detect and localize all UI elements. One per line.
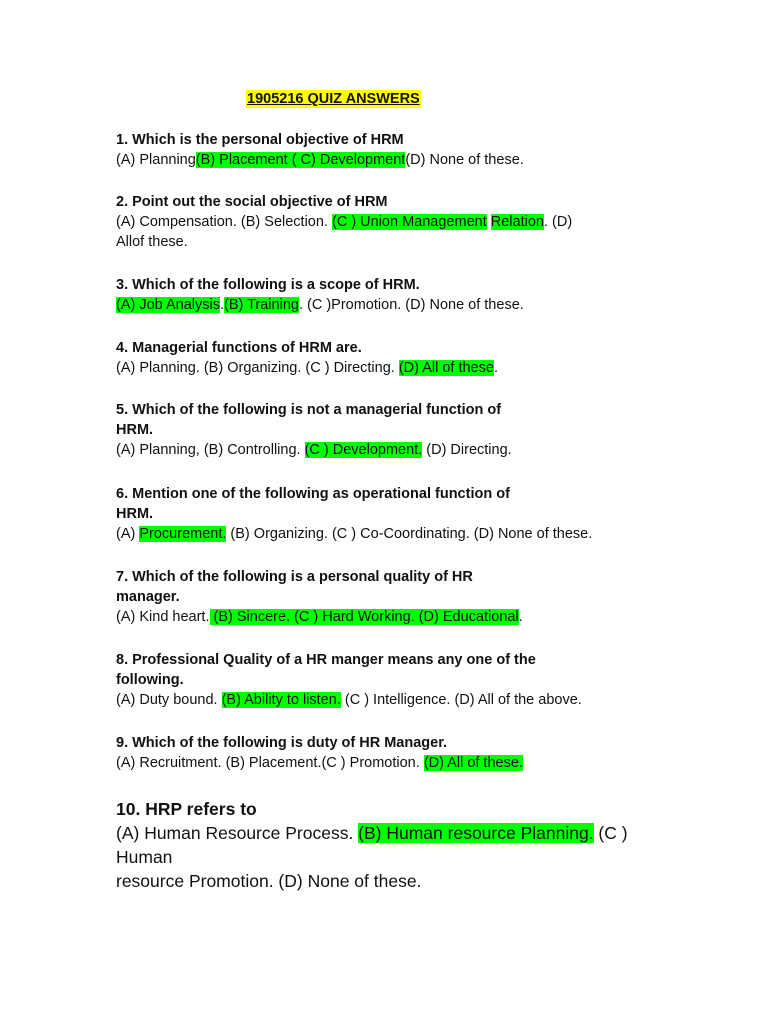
answer-segment: Allof these. [116,234,188,250]
answer-line [116,524,676,544]
answer-segment: (A) Human Resource Process. [116,823,359,843]
answer-text [116,753,676,773]
answer-segment: (A) Kind heart. [116,609,210,625]
answer-segment: . (D) [543,214,573,230]
highlighted-answer: (C ) Development. [304,442,423,458]
question-line: 8. Professional Quality of a HR manger means any one of the [116,652,536,668]
question-text [116,650,676,690]
answer-text [116,212,676,252]
highlighted-answer: (C ) Union Management [331,214,487,230]
answer-line [116,358,676,378]
answer-text [116,295,676,315]
answer-segment: (D) None of these. [405,152,524,168]
highlighted-answer: (B) Human resource Planning. [358,823,594,843]
answer-text [116,821,676,893]
answer-segment: . [493,360,498,376]
answer-segment: . [219,297,224,313]
question-text [116,797,676,821]
question-1 [116,130,676,170]
question-line: 5. Which of the following is not a managerial function of [116,402,502,418]
answer-text [116,524,676,544]
answer-line [116,295,676,315]
question-6 [116,484,676,544]
document-title: 1905216 QUIZ ANSWERS [247,91,420,107]
question-line: HRM. [116,422,154,438]
question-2 [116,192,676,252]
answer-line [116,869,676,893]
question-text [116,400,676,440]
answer-line [116,212,676,232]
answer-text [116,690,676,710]
question-text [116,130,676,150]
question-text [116,567,676,607]
question-7 [116,567,676,627]
answer-segment: (A) Planning. (B) Organizing. (C ) Directing. [116,360,399,376]
question-9 [116,733,676,773]
answer-line [116,607,676,627]
highlighted-answer: Relation [490,214,544,230]
highlighted-answer: (B) Ability to listen. [221,692,341,708]
answer-segment: (A) Duty bound. [116,692,222,708]
answer-segment: Human [116,847,173,867]
highlighted-answer: (B) Sincere. (C ) Hard Working. (D) Educational [209,609,519,625]
answer-segment: (A) Planning, (B) Controlling. [116,442,305,458]
highlighted-answer: (D) All of these. [423,755,523,771]
question-5 [116,400,676,460]
answer-line [116,690,676,710]
answer-line [116,845,676,869]
answer-segment: (A) [116,526,140,542]
answer-text [116,150,676,170]
highlighted-answer: Procurement. [139,526,227,542]
highlighted-answer: (B) Placement ( C) Development [195,152,406,168]
answer-segment: . [518,609,523,625]
answer-segment: (A) Planning [116,152,196,168]
answer-line [116,440,676,460]
answer-line [116,232,676,252]
question-3 [116,275,676,315]
answer-line [116,753,676,773]
question-text [116,275,676,295]
question-line: 10. HRP refers to [116,799,257,819]
highlighted-answer: (D) All of these [398,360,494,376]
answer-segment: (A) Recruitment. (B) Placement.(C ) Promotion. [116,755,424,771]
question-8 [116,650,676,710]
answer-segment: resource Promotion. (D) None of these. [116,871,422,891]
question-line: 6. Mention one of the following as operational function of [116,486,510,502]
answer-line [116,150,676,170]
answer-text [116,607,676,627]
answer-segment: . (C )Promotion. (D) None of these. [298,297,524,313]
question-line: 4. Managerial functions of HRM are. [116,340,362,356]
question-line: manager. [116,589,180,605]
question-text [116,733,676,753]
question-line: HRM. [116,506,154,522]
question-text [116,338,676,358]
answer-segment: (C ) Intelligence. (D) All of the above. [340,692,582,708]
question-10 [116,797,676,893]
question-line: 1. Which is the personal objective of HRM [116,132,404,148]
question-4 [116,338,676,378]
answer-line [116,821,676,845]
highlighted-answer: (A) Job Analysis [116,297,220,313]
question-line: 9. Which of the following is duty of HR Manager. [116,735,448,751]
highlighted-answer: (B) Training [224,297,299,313]
question-text [116,484,676,524]
answer-segment: (B) Organizing. (C ) Co-Coordinating. (D) None of these. [226,526,593,542]
answer-segment: (C ) [593,823,628,843]
question-line: 2. Point out the social objective of HRM [116,194,388,210]
answer-segment: (A) Compensation. (B) Selection. [116,214,332,230]
question-line: 7. Which of the following is a personal quality of HR [116,569,473,585]
question-line: following. [116,672,184,688]
answer-text [116,358,676,378]
answer-segment: (D) Directing. [422,442,512,458]
question-line: 3. Which of the following is a scope of HRM. [116,277,420,293]
answer-text [116,440,676,460]
question-text [116,192,676,212]
